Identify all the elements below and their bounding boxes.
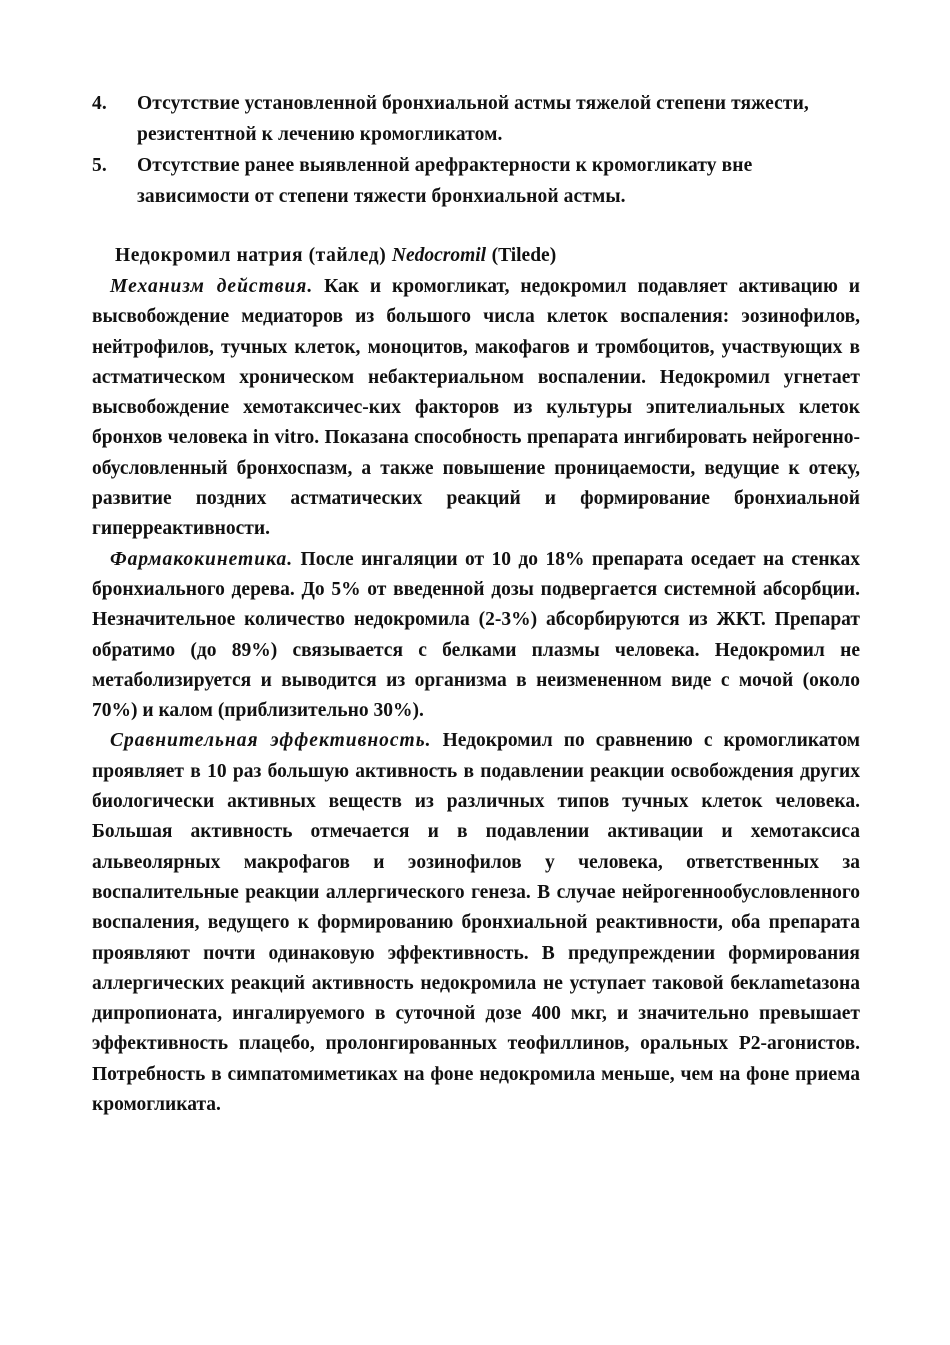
heading-title-latin: Nedocromil (391, 245, 487, 266)
paragraph-lead: Механизм действия. (110, 276, 314, 297)
body-text (92, 272, 860, 1120)
heading-title-brand: (Tilede) (491, 245, 557, 266)
paragraph-text: После ингаляции от 10 до 18% препарата оседает на стенках бронхиального дерева. До 5% от введенной дозы подвергается системной абсорбции. Незначительное количество недокромила (2-3%) абсорбируются из ЖКТ. Препарат обратимо (до 89%) связывается с белками плазмы человека. Недокромил не метаболизируется и выводится из организма в неизмененном виде с мочой (около 70%) и калом (приблизительно 30%). (92, 548, 860, 722)
list-item (92, 150, 862, 212)
paragraph-comparative-efficacy (92, 726, 860, 1120)
paragraph-lead: Сравнительная эффективность. (110, 730, 432, 752)
numbered-list (92, 88, 862, 212)
list-item-number: 4. (92, 93, 107, 114)
list-item-text: Отсутствие установленной бронхиальной астмы тяжелой степени тяжести, резистентной к лечению кромогликатом. (137, 93, 809, 145)
paragraph-lead: Фармакокинетика. (110, 548, 294, 570)
paragraph-pharmacokinetics (92, 545, 860, 727)
paragraph-mechanism (92, 272, 860, 545)
list-item-text: Отсутствие ранее выявленной арефрактерности к кромогликату вне зависимости от степени тяжести бронхиальной астмы. (137, 155, 753, 207)
list-item (92, 88, 862, 150)
paragraph-text: Недокромил по сравнению с кромогликатом проявляет в 10 раз большую активность в подавлении реакции освобождения других биологически активных веществ из различных типов тучных клеток человека. Большая активность отмечается и в подавлении активации и хемотаксиса альвеолярных макрофагов и эозинофилов у человека, ответственных за воспалительные реакции аллергического генеза. В случае нейрогеннообусловленного воспаления, ведущего к формированию бронхиальной реактивности, оба препарата проявляют почти одинаковую эффективность. В предупреждении формирования аллергических реакций активность недокромила не уступает таковой беклametазона дипропионата, ингалируемого в суточной дозе 400 мкг, и значительно превышает эффективность плацебо, пролонгированных теофиллинов, оральных Р2-агонистов. Потребность в симпатомиметиках на фоне недокромила меньше, чем на фоне приема кромогликата. (92, 730, 860, 1116)
list-item-number: 5. (92, 155, 107, 176)
paragraph-text: Как и кромогликат, недокромил подавляет активацию и высвобождение медиаторов из большого числа клеток воспаления: эозинофилов, нейтрофилов, тучных клеток, моноцитов, макофагов и тромбоцитов, участвующих в астматическом хроническом небактериальном воспалении. Недокромил угнетает высвобождение хемотаксичес-ких факторов из культуры эпителиальных клеток бронхов человека in vitro. Показана способность препарата ингибировать нейрогеннообусловленный бронхоспазм, а также повышение проницаемости, ведущие к отеку, развитие поздних астматических реакций и формирование бронхиальной гиперреактивности. (92, 276, 860, 540)
heading-title-ru: Недокромил натрия (тайлед) (115, 245, 387, 266)
section-heading (115, 240, 556, 271)
